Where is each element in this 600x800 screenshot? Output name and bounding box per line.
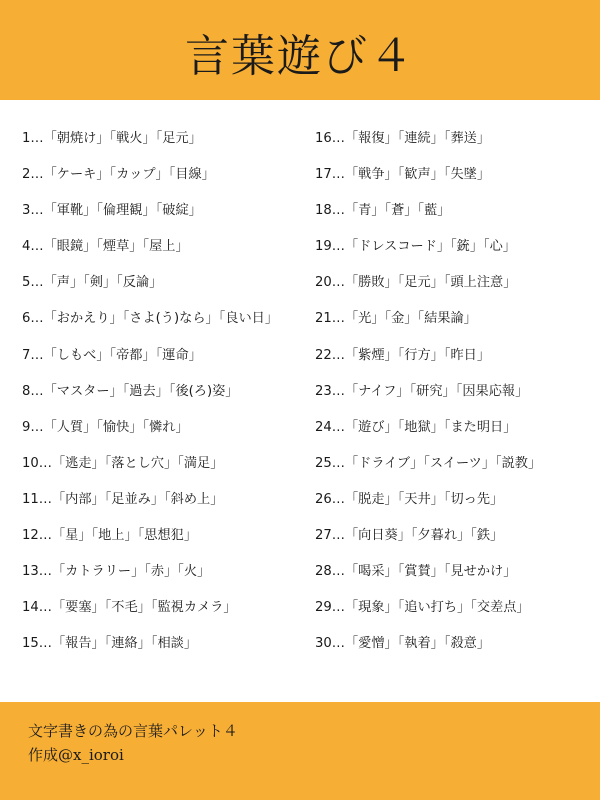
list-item: 30…「愛憎」「執着」「殺意」 <box>315 636 491 652</box>
list-item: 9…「人質」「愉快」「憐れ」 <box>22 419 189 435</box>
list-item: 22…「紫煙」「行方」「昨日」 <box>315 347 491 363</box>
footer-credit: 作成@x_ioroi <box>28 746 124 764</box>
list-item: 18…「青」「蒼」「藍」 <box>315 203 451 219</box>
list-item: 8…「マスター」「過去」「後(ろ)姿」 <box>22 383 239 399</box>
footer-banner <box>0 702 600 800</box>
list-item: 19…「ドレスコード」「銃」「心」 <box>315 239 516 255</box>
list-item: 21…「光」「金」「結果論」 <box>315 311 477 327</box>
list-item: 26…「脱走」「天井」「切っ先」 <box>315 491 504 507</box>
list-item: 25…「ドライブ」「スイーツ」「説教」 <box>315 455 542 471</box>
list-item: 14…「要塞」「不毛」「監視カメラ」 <box>22 600 237 616</box>
list-item: 10…「逃走」「落とし穴」「満足」 <box>22 455 224 471</box>
list-item: 4…「眼鏡」「煙草」「屋上」 <box>22 239 189 255</box>
list-item: 13…「カトラリー」「赤」「火」 <box>22 564 211 580</box>
list-item: 6…「おかえり」「さよ(う)なら」「良い日」 <box>22 311 279 327</box>
list-item: 20…「勝敗」「足元」「頭上注意」 <box>315 275 517 291</box>
list-item: 12…「星」「地上」「思想犯」 <box>22 528 198 544</box>
list-item: 29…「現象」「追い打ち」「交差点」 <box>315 600 530 616</box>
list-item: 5…「声」「剣」「反論」 <box>22 275 163 291</box>
word-list-right <box>315 121 600 662</box>
list-item: 17…「戦争」「歓声」「失墜」 <box>315 167 491 183</box>
list-item: 3…「軍靴」「倫理観」「破綻」 <box>22 203 202 219</box>
list-item: 15…「報告」「連絡」「相談」 <box>22 636 198 652</box>
list-item: 1…「朝焼け」「戦火」「足元」 <box>22 131 202 146</box>
list-item: 11…「内部」「足並み」「斜め上」 <box>22 491 224 507</box>
list-item: 27…「向日葵」「夕暮れ」「鉄」 <box>315 528 504 544</box>
page-title: 言葉遊び４ <box>185 31 415 82</box>
list-item: 28…「喝采」「賞賛」「見せかけ」 <box>315 564 517 580</box>
list-item: 24…「遊び」「地獄」「また明日」 <box>315 419 517 435</box>
footer-subtitle: 文字書きの為の言葉パレット４ <box>28 722 238 740</box>
list-item: 16…「報復」「連続」「葬送」 <box>315 131 491 146</box>
word-list-left <box>22 121 312 662</box>
list-item: 2…「ケーキ」「カップ」「目線」 <box>22 167 215 183</box>
header-banner <box>0 0 600 100</box>
list-item: 7…「しもべ」「帝都」「運命」 <box>22 347 202 363</box>
list-item: 23…「ナイフ」「研究」「因果応報」 <box>315 383 529 399</box>
